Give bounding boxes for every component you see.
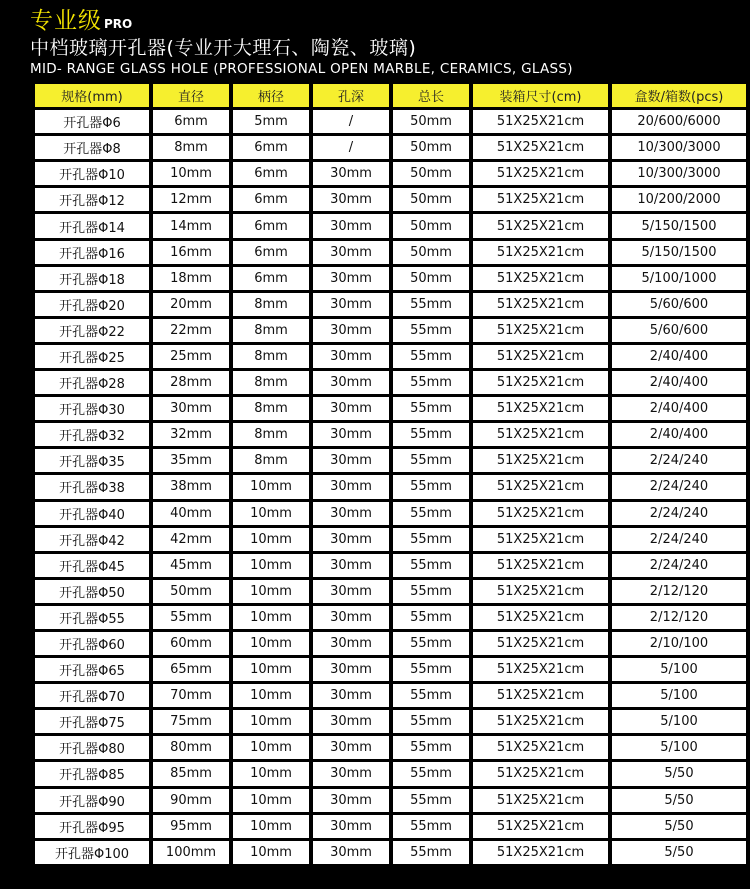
table-cell: 30mm — [313, 475, 389, 498]
table-cell: 5/50 — [612, 841, 746, 864]
table-row — [35, 841, 746, 864]
table-cell: 30mm — [313, 162, 389, 185]
table-cell: 开孔器Φ50 — [35, 580, 149, 603]
table-cell: 51X25X21cm — [473, 188, 608, 211]
table-cell: 2/12/120 — [612, 580, 746, 603]
table-cell: 开孔器Φ28 — [35, 371, 149, 394]
table-cell: 12mm — [153, 188, 229, 211]
table-row — [35, 110, 746, 133]
table-cell: 8mm — [153, 136, 229, 159]
table-cell: 8mm — [233, 319, 309, 342]
table-row — [35, 371, 746, 394]
table-cell: 51X25X21cm — [473, 475, 608, 498]
table-cell: 30mm — [313, 449, 389, 472]
table-cell: 30mm — [313, 580, 389, 603]
subtitle-chinese: 中档玻璃开孔器(专业开大理石、陶瓷、玻璃) — [30, 37, 417, 59]
table-cell: 51X25X21cm — [473, 502, 608, 525]
table-cell: 30mm — [313, 214, 389, 237]
table-cell: 55mm — [393, 684, 469, 707]
table-cell: 30mm — [313, 319, 389, 342]
table-cell: 开孔器Φ65 — [35, 658, 149, 681]
table-cell: 5/60/600 — [612, 293, 746, 316]
table-cell: 95mm — [153, 815, 229, 838]
header-row — [35, 84, 746, 107]
table-cell: 28mm — [153, 371, 229, 394]
table-cell: 51X25X21cm — [473, 241, 608, 264]
table-cell: 5/100/1000 — [612, 267, 746, 290]
table-cell: 35mm — [153, 449, 229, 472]
table-cell: 75mm — [153, 710, 229, 733]
table-cell: 10mm — [233, 815, 309, 838]
table-row — [35, 241, 746, 264]
table-cell: 51X25X21cm — [473, 397, 608, 420]
table-cell: 10/300/3000 — [612, 162, 746, 185]
table-cell: 开孔器Φ85 — [35, 762, 149, 785]
table-row — [35, 319, 746, 342]
table-cell: 16mm — [153, 241, 229, 264]
table-cell: 55mm — [393, 841, 469, 864]
table-cell: 8mm — [233, 371, 309, 394]
table-cell: 55mm — [393, 371, 469, 394]
table-cell: 开孔器Φ16 — [35, 241, 149, 264]
table-cell: 50mm — [393, 162, 469, 185]
table-cell: 10mm — [233, 554, 309, 577]
table-cell: 30mm — [313, 345, 389, 368]
table-cell: 55mm — [393, 502, 469, 525]
table-cell: 30mm — [313, 841, 389, 864]
table-cell: 8mm — [233, 397, 309, 420]
table-cell: 51X25X21cm — [473, 267, 608, 290]
table-cell: 50mm — [393, 110, 469, 133]
table-cell: 30mm — [313, 762, 389, 785]
table-cell: 51X25X21cm — [473, 162, 608, 185]
table-cell: 5/100 — [612, 710, 746, 733]
table-cell: 8mm — [233, 423, 309, 446]
table-cell: 55mm — [393, 528, 469, 551]
table-cell: 42mm — [153, 528, 229, 551]
table-cell: 51X25X21cm — [473, 423, 608, 446]
table-cell: 55mm — [393, 606, 469, 629]
table-cell: 开孔器Φ30 — [35, 397, 149, 420]
table-cell: 55mm — [393, 632, 469, 655]
table-cell: 8mm — [233, 293, 309, 316]
table-cell: 55mm — [393, 736, 469, 759]
table-cell: 51X25X21cm — [473, 841, 608, 864]
table-cell: / — [313, 110, 389, 133]
table-cell: 10mm — [233, 606, 309, 629]
table-cell: 5/100 — [612, 684, 746, 707]
table-cell: 30mm — [313, 502, 389, 525]
table-cell: 51X25X21cm — [473, 606, 608, 629]
table-cell: 6mm — [233, 188, 309, 211]
table-cell: 开孔器Φ18 — [35, 267, 149, 290]
table-cell: 开孔器Φ95 — [35, 815, 149, 838]
table-cell: 51X25X21cm — [473, 762, 608, 785]
table-cell: 10mm — [233, 789, 309, 812]
table-cell: 5/100 — [612, 736, 746, 759]
table-cell: 开孔器Φ8 — [35, 136, 149, 159]
table-cell: 30mm — [313, 241, 389, 264]
table-cell: 55mm — [393, 789, 469, 812]
table-cell: 55mm — [393, 397, 469, 420]
table-cell: 51X25X21cm — [473, 371, 608, 394]
table-row — [35, 267, 746, 290]
table-cell: 30mm — [313, 188, 389, 211]
table-cell: 开孔器Φ20 — [35, 293, 149, 316]
table-cell: 40mm — [153, 502, 229, 525]
table-cell: 55mm — [393, 815, 469, 838]
table-cell: 开孔器Φ40 — [35, 502, 149, 525]
table-cell: 55mm — [393, 423, 469, 446]
table-cell: 10mm — [233, 528, 309, 551]
table-cell: 6mm — [233, 136, 309, 159]
table-cell: 开孔器Φ35 — [35, 449, 149, 472]
table-row — [35, 632, 746, 655]
table-cell: 10mm — [233, 710, 309, 733]
table-cell: 30mm — [313, 371, 389, 394]
table-cell: 10mm — [233, 658, 309, 681]
table-cell: 10mm — [233, 632, 309, 655]
table-cell: 20/600/6000 — [612, 110, 746, 133]
table-cell: 50mm — [393, 267, 469, 290]
table-cell: 10mm — [233, 736, 309, 759]
table-cell: 30mm — [153, 397, 229, 420]
table-cell: 45mm — [153, 554, 229, 577]
column-header: 盒数/箱数(pcs) — [612, 84, 746, 107]
spec-table — [31, 81, 750, 867]
table-cell: 22mm — [153, 319, 229, 342]
table-cell: 5mm — [233, 110, 309, 133]
table-row — [35, 606, 746, 629]
table-cell: 2/40/400 — [612, 397, 746, 420]
table-cell: 51X25X21cm — [473, 345, 608, 368]
table-cell: 开孔器Φ32 — [35, 423, 149, 446]
table-cell: 10mm — [233, 684, 309, 707]
table-cell: 55mm — [153, 606, 229, 629]
table-cell: 6mm — [153, 110, 229, 133]
subtitle-english: MID- RANGE GLASS HOLE (PROFESSIONAL OPEN MARBLE, CERAMICS, GLASS) — [30, 61, 573, 77]
table-cell: 开孔器Φ6 — [35, 110, 149, 133]
table-cell: 51X25X21cm — [473, 789, 608, 812]
page-header — [30, 6, 745, 78]
table-cell: 2/10/100 — [612, 632, 746, 655]
table-cell: 5/150/1500 — [612, 214, 746, 237]
table-row — [35, 345, 746, 368]
table-cell: 5/50 — [612, 815, 746, 838]
column-header: 规格(mm) — [35, 84, 149, 107]
table-cell: 5/50 — [612, 789, 746, 812]
table-cell: 55mm — [393, 658, 469, 681]
table-cell: 开孔器Φ12 — [35, 188, 149, 211]
table-cell: 55mm — [393, 710, 469, 733]
table-cell: 开孔器Φ14 — [35, 214, 149, 237]
column-header: 柄径 — [233, 84, 309, 107]
table-cell: 51X25X21cm — [473, 684, 608, 707]
table-cell: 10/300/3000 — [612, 136, 746, 159]
table-cell: 10mm — [233, 762, 309, 785]
table-cell: 开孔器Φ55 — [35, 606, 149, 629]
table-cell: 5/150/1500 — [612, 241, 746, 264]
table-row — [35, 449, 746, 472]
table-cell: 开孔器Φ22 — [35, 319, 149, 342]
table-row — [35, 736, 746, 759]
table-cell: 30mm — [313, 632, 389, 655]
table-cell: 85mm — [153, 762, 229, 785]
table-cell: 51X25X21cm — [473, 580, 608, 603]
table-cell: 30mm — [313, 606, 389, 629]
table-cell: 18mm — [153, 267, 229, 290]
table-cell: 51X25X21cm — [473, 710, 608, 733]
table-cell: 2/24/240 — [612, 449, 746, 472]
table-row — [35, 188, 746, 211]
table-cell: 51X25X21cm — [473, 632, 608, 655]
table-cell: 开孔器Φ80 — [35, 736, 149, 759]
table-row — [35, 162, 746, 185]
table-row — [35, 815, 746, 838]
table-cell: 20mm — [153, 293, 229, 316]
table-cell: 55mm — [393, 319, 469, 342]
table-cell: 2/40/400 — [612, 423, 746, 446]
table-cell: 2/40/400 — [612, 345, 746, 368]
table-cell: 开孔器Φ60 — [35, 632, 149, 655]
table-cell: 6mm — [233, 214, 309, 237]
table-cell: 30mm — [313, 736, 389, 759]
table-row — [35, 554, 746, 577]
table-cell: 开孔器Φ100 — [35, 841, 149, 864]
table-cell: 5/60/600 — [612, 319, 746, 342]
table-cell: 6mm — [233, 241, 309, 264]
table-cell: 2/24/240 — [612, 528, 746, 551]
table-cell: 开孔器Φ90 — [35, 789, 149, 812]
table-cell: 38mm — [153, 475, 229, 498]
table-cell: 10mm — [233, 502, 309, 525]
table-row — [35, 397, 746, 420]
table-cell: 30mm — [313, 267, 389, 290]
table-cell: 10mm — [153, 162, 229, 185]
table-cell: 51X25X21cm — [473, 136, 608, 159]
table-cell: 6mm — [233, 162, 309, 185]
table-row — [35, 136, 746, 159]
table-cell: 60mm — [153, 632, 229, 655]
table-cell: 2/24/240 — [612, 502, 746, 525]
table-cell: 开孔器Φ42 — [35, 528, 149, 551]
table-cell: 51X25X21cm — [473, 449, 608, 472]
table-cell: 2/12/120 — [612, 606, 746, 629]
table-row — [35, 214, 746, 237]
table-header — [35, 84, 746, 107]
table-cell: 51X25X21cm — [473, 554, 608, 577]
table-cell: 开孔器Φ10 — [35, 162, 149, 185]
table-cell: 50mm — [393, 136, 469, 159]
table-cell: 51X25X21cm — [473, 658, 608, 681]
table-cell: 50mm — [393, 241, 469, 264]
table-cell: 50mm — [153, 580, 229, 603]
table-cell: 6mm — [233, 267, 309, 290]
table-cell: 25mm — [153, 345, 229, 368]
table-cell: 51X25X21cm — [473, 528, 608, 551]
table-cell: / — [313, 136, 389, 159]
table-cell: 51X25X21cm — [473, 293, 608, 316]
table-row — [35, 789, 746, 812]
table-row — [35, 423, 746, 446]
title-suffix: PRO — [104, 17, 133, 31]
table-cell: 50mm — [393, 214, 469, 237]
table-cell: 开孔器Φ25 — [35, 345, 149, 368]
column-header: 直径 — [153, 84, 229, 107]
table-cell: 30mm — [313, 815, 389, 838]
table-cell: 30mm — [313, 554, 389, 577]
table-body — [35, 110, 746, 864]
table-cell: 80mm — [153, 736, 229, 759]
table-row — [35, 580, 746, 603]
table-row — [35, 684, 746, 707]
table-cell: 8mm — [233, 345, 309, 368]
table-cell: 55mm — [393, 580, 469, 603]
table-cell: 30mm — [313, 397, 389, 420]
table-cell: 65mm — [153, 658, 229, 681]
column-header: 总长 — [393, 84, 469, 107]
table-cell: 55mm — [393, 449, 469, 472]
table-cell: 14mm — [153, 214, 229, 237]
table-cell: 开孔器Φ75 — [35, 710, 149, 733]
table-cell: 开孔器Φ38 — [35, 475, 149, 498]
table-row — [35, 710, 746, 733]
table-cell: 70mm — [153, 684, 229, 707]
table-row — [35, 762, 746, 785]
title-line — [30, 6, 745, 36]
table-cell: 30mm — [313, 423, 389, 446]
table-cell: 10mm — [233, 580, 309, 603]
table-cell: 51X25X21cm — [473, 319, 608, 342]
table-cell: 10mm — [233, 475, 309, 498]
table-row — [35, 475, 746, 498]
table-cell: 5/50 — [612, 762, 746, 785]
table-cell: 51X25X21cm — [473, 110, 608, 133]
table-cell: 5/100 — [612, 658, 746, 681]
column-header: 装箱尺寸(cm) — [473, 84, 608, 107]
table-cell: 51X25X21cm — [473, 815, 608, 838]
table-cell: 30mm — [313, 528, 389, 551]
table-cell: 51X25X21cm — [473, 736, 608, 759]
table-cell: 30mm — [313, 710, 389, 733]
table-cell: 55mm — [393, 554, 469, 577]
table-cell: 30mm — [313, 789, 389, 812]
table-row — [35, 293, 746, 316]
table-cell: 51X25X21cm — [473, 214, 608, 237]
table-row — [35, 502, 746, 525]
table-cell: 55mm — [393, 345, 469, 368]
table-row — [35, 658, 746, 681]
table-cell: 开孔器Φ45 — [35, 554, 149, 577]
table-cell: 55mm — [393, 293, 469, 316]
table-cell: 2/40/400 — [612, 371, 746, 394]
table-cell: 90mm — [153, 789, 229, 812]
table-cell: 55mm — [393, 762, 469, 785]
table-cell: 2/24/240 — [612, 554, 746, 577]
table-cell: 10mm — [233, 841, 309, 864]
table-cell: 55mm — [393, 475, 469, 498]
table-cell: 30mm — [313, 658, 389, 681]
table-cell: 100mm — [153, 841, 229, 864]
table-cell: 32mm — [153, 423, 229, 446]
table-cell: 30mm — [313, 293, 389, 316]
table-cell: 8mm — [233, 449, 309, 472]
column-header: 孔深 — [313, 84, 389, 107]
table-cell: 30mm — [313, 684, 389, 707]
table-cell: 50mm — [393, 188, 469, 211]
table-cell: 10/200/2000 — [612, 188, 746, 211]
table-cell: 2/24/240 — [612, 475, 746, 498]
page-title: 专业级 — [30, 8, 102, 34]
table-cell: 开孔器Φ70 — [35, 684, 149, 707]
table-row — [35, 528, 746, 551]
